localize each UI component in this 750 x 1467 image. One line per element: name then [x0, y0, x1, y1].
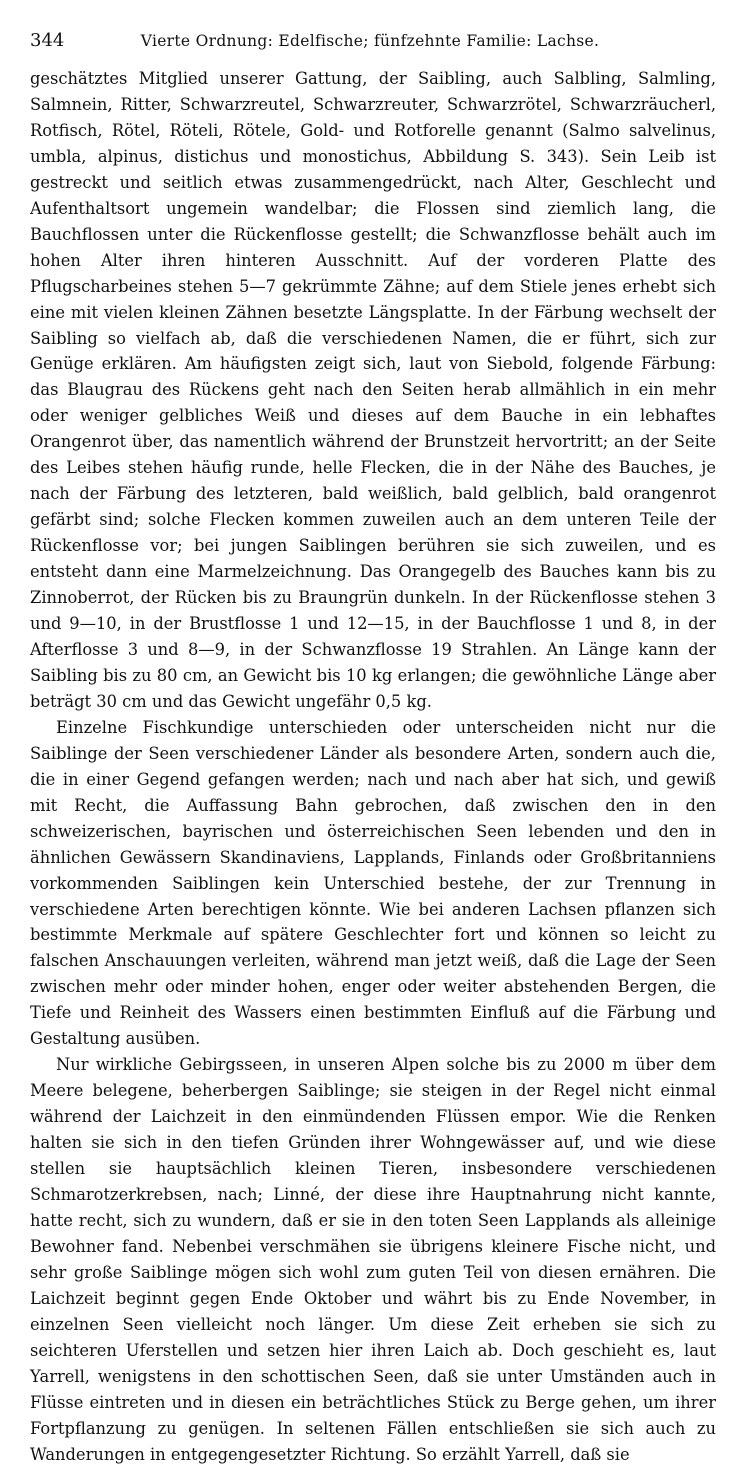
paragraph-3: Nur wirkliche Gebirgsseen, in unseren Alpen solche bis zu 2000 m über dem Meere belegene, beherbergen Saiblinge; sie steigen in der Regel nicht einmal während der Laichzeit in den einmündenden Flüssen empor. Wie die Renken halten sie sich in den tiefen Gründen ihrer Wohngewässer auf, und wie diese stellen sie hauptsächlich kleinen Tieren, insbesondere verschiedenen Schmarotzerkrebsen, nach; Linné, der diese ihre Hauptnahrung nicht kannte, hatte recht, sich zu wundern, daß er sie in den toten Seen Lapplands als alleinige Bewohner fand. Nebenbei verschmähen sie übrigens kleinere Fische nicht, und sehr große Saiblinge mögen sich wohl zum guten Teil von diesen ernähren. Die Laichzeit beginnt gegen Ende Oktober und währt bis zu Ende November, in einzelnen Seen vielleicht noch länger. Um diese Zeit erheben sie sich zu seichteren Uferstellen und setzen hier ihren Laich ab. Doch geschieht es, laut Yarrell, wenigstens in den schottischen Seen, daß sie unter Umständen auch in Flüsse eintreten und in diesen ein beträchtliches Stück zu Berge gehen, um ihrer Fortpflanzung zu genügen. In seltenen Fällen entschließen sie sich auch zu Wanderungen in entgegengesetzter Richtung. So erzählt Yarrell, daß sie	[30, 1055, 716, 1464]
page-number: 344	[30, 30, 65, 51]
paragraph-2: Einzelne Fischkundige unterschieden oder unterscheiden nicht nur die Saiblinge der Seen verschiedener Länder als besondere Arten, sondern auch die, die in einer Gegend gefangen werden; nach und nach aber hat sich, und gewiß mit Recht, die Auffassung Bahn gebrochen, daß zwischen den in den schweizerischen, bayrischen und österreichischen Seen lebenden und den in ähnlichen Gewässern Skandinaviens, Lapplands, Finlands oder Großbritanniens vorkommenden Saiblingen kein Unterschied bestehe, der zur Trennung in verschiedene Arten berechtigen könnte. Wie bei anderen Lachsen pflanzen sich bestimmte Merkmale auf spätere Geschlechter fort und können so leicht zu falschen Anschauungen verleiten, während man jetzt weiß, daß die Lage der Seen zwischen mehr oder minder hohen, enger oder weiter abstehenden Bergen, die Tiefe und Reinheit des Wassers einen bestimmten Einfluß auf die Färbung und Gestaltung ausüben.	[30, 717, 716, 1049]
running-title: Vierte Ordnung: Edelfische; fünfzehnte Familie: Lachse.	[140, 32, 600, 50]
body-text	[30, 66, 716, 1467]
paragraph-1: geschätztes Mitglied unserer Gattung, der Saibling, auch Salbling, Salmling, Salmnein, Ritter, Schwarzreutel, Schwarzreuter, Schwarzrötel, Schwarzräucherl, Rotfisch, Rötel, Röteli, Rötele, Gold- und Rotforelle genannt (Salmo salvelinus, umbla, alpinus, distichus und monostichus, Abbildung S. 343). Sein Leib ist gestreckt und seitlich etwas zusammengedrückt, nach Alter, Geschlecht und Aufenthaltsort ungemein wandelbar; die Flossen sind ziemlich lang, die Bauchflossen unter die Rückenflosse gestellt; die Schwanzflosse behält auch im hohen Alter ihren hinteren Ausschnitt. Auf der vorderen Platte des Pflugscharbeines stehen 5—7 gekrümmte Zähne; auf dem Stiele jenes erhebt sich eine mit vielen kleinen Zähnen besetzte Längsplatte. In der Färbung wechselt der Saibling so vielfach ab, daß die verschiedenen Namen, die er führt, sich zur Genüge erklären. Am häufigsten zeigt sich, laut von Siebold, folgende Färbung: das Blaugrau des Rückens geht nach den Seiten herab allmählich in ein mehr oder weniger gelbliches Weiß und dieses auf dem Bauche in ein lebhaftes Orangenrot über, das namentlich während der Brunstzeit hervortritt; an der Seite des Leibes stehen häufig runde, helle Flecken, die in der Nähe des Bauches, je nach der Färbung des letzteren, bald weißlich, bald gelblich, bald orangenrot gefärbt sind; solche Flecken kommen zuweilen auch an dem unteren Teile der Rückenflosse vor; bei jungen Saiblingen berühren sie sich zuweilen, und es entsteht dann eine Marmelzeichnung. Das Orangegelb des Bauches kann bis zu Zinnoberrot, der Rücken bis zu Braungrün dunkeln. In der Rückenflosse stehen 3 und 9—10, in der Brustflosse 1 und 12—15, in der Bauchflosse 1 und 8, in der Afterflosse 3 und 8—9, in der Schwanzflosse 19 Strahlen. An Länge kann der Saibling bis zu 80 cm, an Gewicht bis 10 kg erlangen; die gewöhnliche Länge aber beträgt 30 cm und das Gewicht ungefähr 0,5 kg.	[30, 69, 716, 711]
running-header	[30, 30, 716, 60]
